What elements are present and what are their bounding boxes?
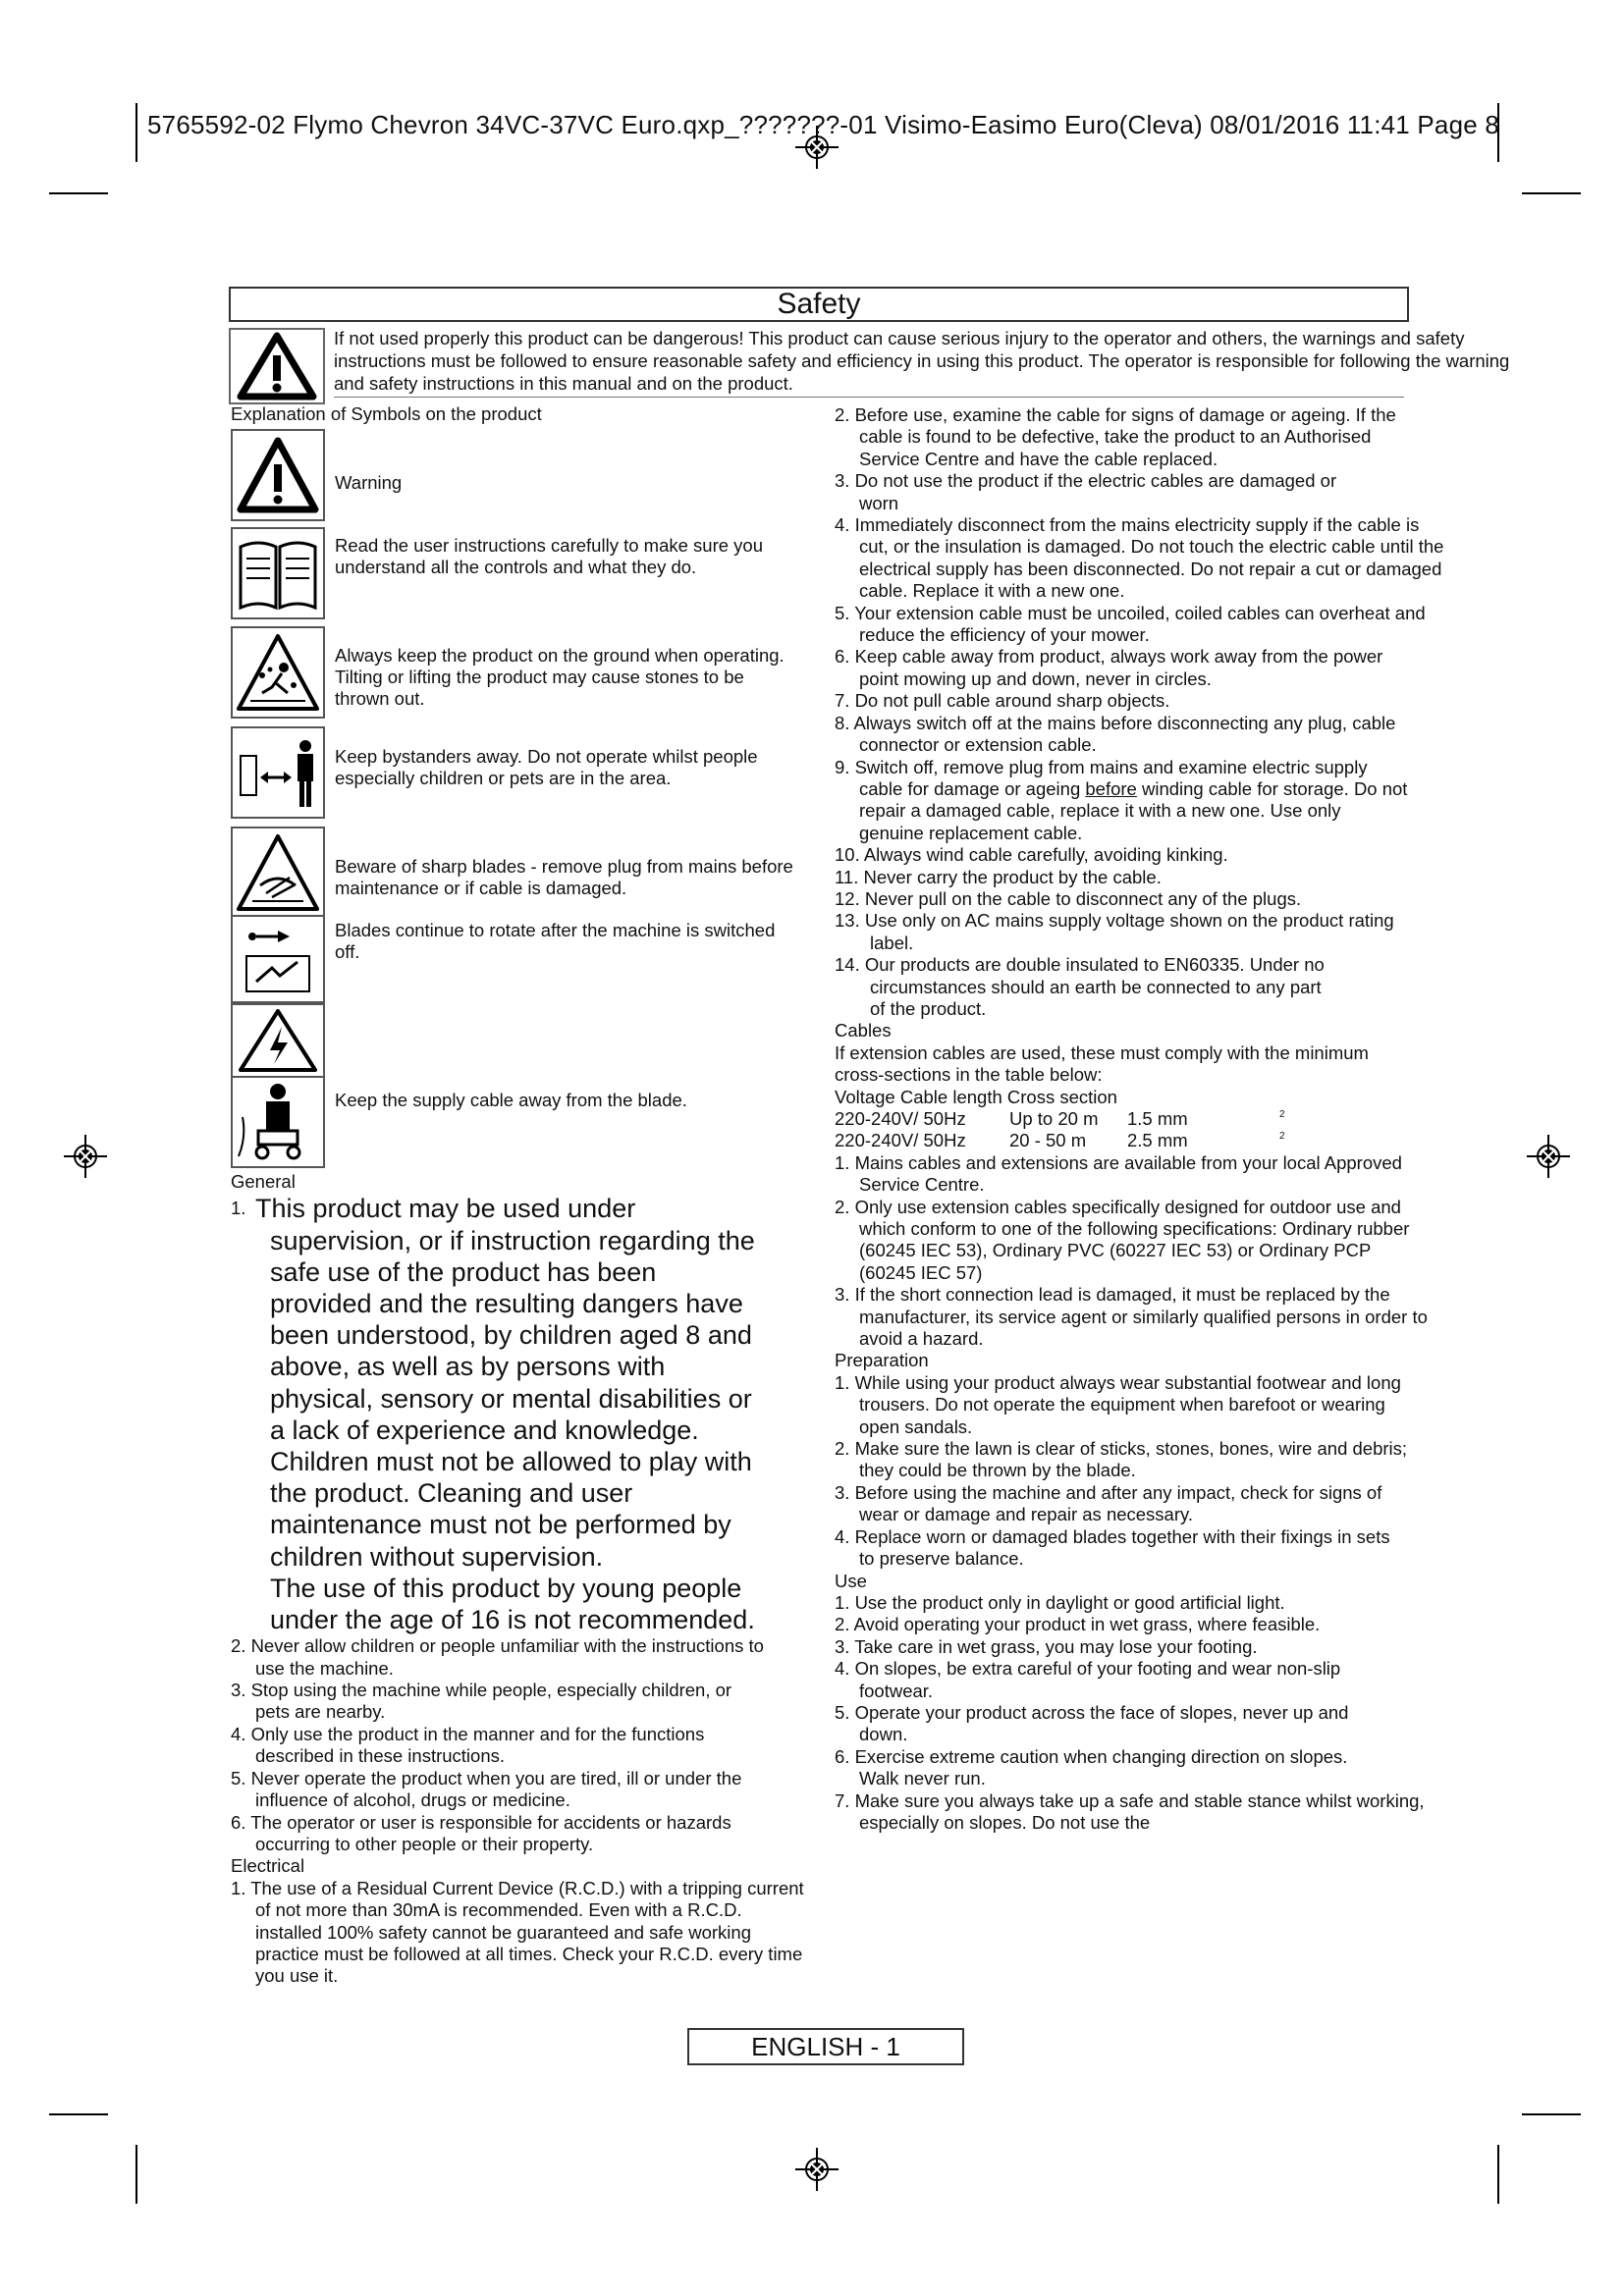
table-cell: 220-240V/ 50Hz — [835, 1108, 966, 1129]
sharp-blades-icon — [231, 827, 325, 919]
intro-warning-text: If not used properly this product can be dangerous! This product can cause serious injury to the operator and others, the warnings and safety instructions must be followed to ensure reasonable safety and efficiency in using this product. The operator is responsible for following the warning and safety instructions in this manual and on the product. — [334, 328, 1510, 394]
cable-away-icon — [231, 1076, 325, 1168]
list-item: 3. Before using the machine and after any impact, check for signs of wear or damage and repair as necessary. — [835, 1481, 1382, 1525]
list-item: 2. Never allow children or people unfamiliar with the instructions to use the machine. — [231, 1635, 764, 1679]
list-item: 4. Only use the product in the manner and for the functions described in these instructions. — [231, 1723, 705, 1767]
bystanders-icon — [231, 726, 325, 819]
symbols-heading: Explanation of Symbols on the product — [231, 403, 542, 424]
list-item: 5. Operate your product across the face of slopes, never up and down. — [835, 1701, 1349, 1745]
table-cell-superscript: 2 — [1279, 1109, 1285, 1120]
list-item: 6. The operator or user is responsible for accidents or hazards occurring to other people or their property. — [231, 1811, 731, 1854]
symbol-description: Keep the supply cable away from the blade. — [335, 1090, 687, 1110]
crop-mark — [49, 192, 108, 194]
thrown-stones-icon — [231, 626, 325, 719]
text-line: children without supervision. — [270, 1541, 604, 1572]
list-item: 3. If the short connection lead is damaged, it must be replaced by the manufacturer, its service agent or similarly qualified persons in order to avoid a hazard. — [835, 1284, 1428, 1350]
cables-table — [835, 1087, 1424, 1152]
section-heading-general: General — [231, 1171, 296, 1192]
symbol-description: Keep bystanders away. Do not operate whilst people especially children or pets are in the area. — [335, 746, 758, 788]
print-slug-line: 5765592-02 Flymo Chevron 34VC-37VC Euro.qxp_???????-01 Visimo-Easimo Euro(Cleva) 08/01/2016 11:41 Page 8 — [147, 110, 1499, 139]
text-line: been understood, by children aged 8 and — [270, 1320, 752, 1351]
list-item: 6. Exercise extreme caution when changing direction on slopes. Walk never run. — [835, 1745, 1348, 1789]
text-line: The use of this product by young people — [270, 1573, 742, 1603]
table-cell: 220-240V/ 50Hz — [835, 1130, 966, 1151]
registration-mark-icon — [1527, 1135, 1570, 1178]
list-item: 7. Make sure you always take up a safe and stable stance whilst working, especially on slopes. Do not use the — [835, 1789, 1425, 1833]
section-heading-cables: Cables — [835, 1020, 892, 1041]
table-cell: 20 - 50 m — [1009, 1130, 1087, 1151]
page-footer: ENGLISH - 1 — [687, 2028, 964, 2065]
symbol-description: Always keep the product on the ground when operating. Tilting or lifting the product may cause stones to be thrown out. — [335, 645, 785, 709]
table-cell: 1.5 mm — [1127, 1108, 1188, 1129]
text-line: under the age of 16 is not recommended. — [270, 1605, 755, 1635]
item-text-underlined: before — [1085, 777, 1137, 799]
text-line: Children must not be allowed to play with — [270, 1447, 752, 1477]
right-column — [835, 404, 1444, 1834]
symbol-description: Blades continue to rotate after the machine is switched off. — [335, 920, 776, 962]
symbol-description: Beware of sharp blades - remove plug from mains before maintenance or if cable is damaged. — [335, 856, 793, 898]
list-item: 5. Your extension cable must be uncoiled, coiled cables can overheat and reduce the efficiency of your mower. — [835, 602, 1426, 646]
section-heading-use: Use — [835, 1570, 867, 1591]
list-item: 3. Take care in wet grass, you may lose your footing. — [835, 1635, 1258, 1657]
table-cell: Up to 20 m — [1009, 1108, 1099, 1129]
general-item-1 — [231, 1193, 849, 1635]
text-line: the product. Cleaning and user — [270, 1478, 633, 1509]
list-item: 6. Keep cable away from product, always work away from the power point mowing up and down, never in circles. — [835, 646, 1383, 689]
crop-mark — [135, 103, 137, 162]
crop-mark — [49, 2113, 108, 2115]
section-heading-electrical: Electrical — [231, 1855, 305, 1877]
list-item: 10. Always wind cable carefully, avoiding kinking. — [835, 844, 1228, 866]
registration-mark-icon — [64, 1135, 107, 1178]
electric-hazard-icon — [231, 1003, 325, 1078]
section-heading-preparation: Preparation — [835, 1350, 929, 1371]
list-item: 7. Do not pull cable around sharp objects. — [835, 690, 1170, 712]
list-item: 5. Never operate the product when you are tired, ill or under the influence of alcohol, drugs or medicine. — [231, 1767, 742, 1811]
list-item: 13. Use only on AC mains supply voltage shown on the product rating label. — [835, 910, 1394, 953]
crop-mark — [135, 2145, 137, 2204]
table-row — [835, 1108, 1424, 1130]
list-item: 4. Replace worn or damaged blades together with their fixings in sets to preserve balance. — [835, 1525, 1390, 1570]
item-number: 1. — [231, 1198, 246, 1219]
list-item: 1. The use of a Residual Current Device (R.C.D.) with a tripping current of not more than 30mA is recommended. Even with a R.C.D. installed 100% safety cannot be guaranteed and safe working practice must be followed at all times. Check your R.C.D. every time you use it. — [231, 1877, 804, 1987]
crop-mark — [1522, 2113, 1581, 2115]
registration-mark-icon — [795, 2148, 839, 2191]
manual-book-icon — [231, 527, 325, 619]
table-header: Voltage Cable length Cross section — [835, 1086, 1117, 1107]
list-item: 4. On slopes, be extra careful of your footing and wear non-slip footwear. — [835, 1658, 1341, 1701]
symbol-description: Warning — [335, 472, 403, 493]
warning-icon — [229, 328, 325, 404]
list-item: 1. Use the product only in daylight or good artificial light. — [835, 1591, 1285, 1613]
page-title: Safety — [229, 287, 1409, 322]
crop-mark — [1522, 192, 1581, 194]
divider — [334, 397, 1404, 398]
table-cell: 2.5 mm — [1127, 1130, 1188, 1151]
list-item: 1. While using your product always wear substantial footwear and long trousers. Do not operate the equipment when barefoot or wearing open sandals. — [835, 1371, 1401, 1437]
cables-intro: If extension cables are used, these must comply with the minimum cross-sections in the table below: — [835, 1041, 1369, 1086]
text-line: maintenance must not be performed by — [270, 1510, 731, 1540]
list-item — [835, 757, 1409, 845]
list-item: 14. Our products are double insulated to EN60335. Under no circumstances should an earth be connected to any part of the product. — [835, 954, 1325, 1019]
list-item: 4. Immediately disconnect from the mains electricity supply if the cable is cut, or the insulation is damaged. Do not touch the electric cable until the electrical supply has been disconnected. Do not repair a cut or damaged cable. Replace it with a new one. — [835, 514, 1444, 602]
list-item: 8. Always switch off at the mains before disconnecting any plug, cable connector or extension cable. — [835, 712, 1396, 756]
text-line: a lack of experience and knowledge. — [270, 1415, 699, 1445]
list-item: 2. Only use extension cables specifically designed for outdoor use and which conform to one of the following specifications: Ordinary rubber (60245 IEC 53), Ordinary PVC (60227 IEC 53) or Ordinary PCP (60245 IEC 57) — [835, 1196, 1410, 1283]
warning-icon — [231, 429, 325, 521]
item-text: winding cable for storage. Do not repair a damaged cable, replace it with a new one. Use only genuine replacement cable. — [859, 777, 1408, 843]
list-item: 3. Do not use the product if the electric cables are damaged or worn — [835, 470, 1337, 513]
item-text: 9. Switch off, remove plug from mains and examine electric supply cable for damage or ageing — [835, 756, 1368, 799]
table-cell-superscript: 2 — [1279, 1131, 1285, 1143]
crop-mark — [1497, 2145, 1499, 2204]
text-line: safe use of the product has been — [270, 1256, 657, 1287]
symbol-description: Read the user instructions carefully to make sure you understand all the controls and what they do. — [335, 535, 763, 577]
text-line: This product may be used under — [255, 1194, 636, 1224]
blades-rotate-icon — [231, 915, 325, 1003]
list-item: 2. Avoid operating your product in wet grass, where feasible. — [835, 1614, 1321, 1635]
table-row — [835, 1130, 1424, 1151]
list-item: 11. Never carry the product by the cable. — [835, 866, 1162, 887]
text-line: above, as well as by persons with — [270, 1352, 666, 1382]
list-item: 2. Make sure the lawn is clear of sticks, stones, bones, wire and debris; they could be thrown by the blade. — [835, 1438, 1408, 1481]
list-item: 12. Never pull on the cable to disconnect any of the plugs. — [835, 887, 1302, 909]
list-item: 2. Before use, examine the cable for signs of damage or ageing. If the cable is found to be defective, take the product to an Authorised Service Centre and have the cable replaced. — [835, 404, 1396, 469]
list-item: 3. Stop using the machine while people, especially children, or pets are nearby. — [231, 1680, 732, 1723]
list-item: 1. Mains cables and extensions are available from your local Approved Service Centre. — [835, 1151, 1402, 1196]
text-line: supervision, or if instruction regarding the — [270, 1225, 755, 1255]
text-line: physical, sensory or mental disabilities or — [270, 1383, 752, 1414]
text-line: provided and the resulting dangers have — [270, 1289, 743, 1319]
left-column — [231, 1171, 849, 1988]
